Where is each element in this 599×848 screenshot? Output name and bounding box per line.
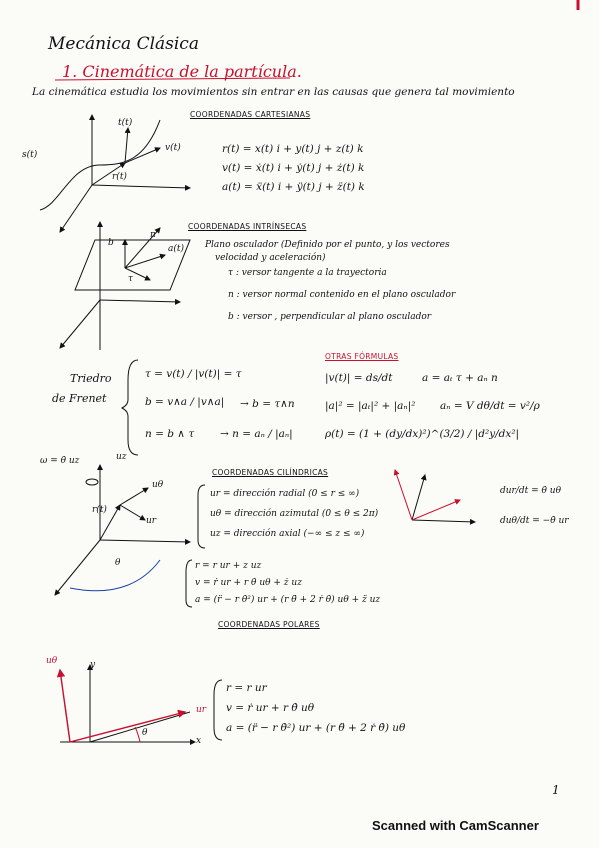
label-b: b xyxy=(108,238,114,248)
polar-a: a = (r̈ − r θ̇²) ur + (r θ̈ + 2 ṙ θ̇) uθ xyxy=(226,722,406,734)
frenet-title-1: Triedro xyxy=(70,372,112,385)
cyl-duth: duθ/dt = −θ̇ ur xyxy=(500,516,569,526)
cyl-d3: uz = dirección axial (−∞ ≤ z ≤ ∞) xyxy=(210,529,365,539)
cylindrical-figure xyxy=(55,465,190,595)
cyl-r: r = r ur + z uz xyxy=(195,561,262,571)
intrinsic-n: n : versor normal contenido en el plano osculador xyxy=(228,290,456,300)
label-t: t(t) xyxy=(118,118,133,128)
cartesian-eq-3: a(t) = ẍ(t) i + ÿ(t) j + z̈(t) k xyxy=(222,181,365,193)
cylindrical-polar-mini xyxy=(395,470,475,522)
label-s: s(t) xyxy=(22,150,38,160)
other-an: aₙ = V dθ/dt = v²/ρ xyxy=(440,400,540,412)
section-title: 1. Cinemática de la partícula. xyxy=(62,62,302,81)
polar-utheta: uθ xyxy=(46,656,58,666)
other-accel: a = aₜ τ + aₙ n xyxy=(422,372,498,384)
other-mod: |a|² = |aₜ|² + |aₙ|² xyxy=(325,400,416,412)
frenet-b: b = v∧a / |v∧a| xyxy=(145,396,225,408)
polar-x: x xyxy=(196,736,202,746)
cyl-theta: θ xyxy=(115,558,121,568)
frenet-n-2: → n = aₙ / |aₙ| xyxy=(220,428,293,440)
intrinsic-heading: COORDENADAS INTRÍNSECAS xyxy=(188,222,307,231)
cyl-v: v = ṙ ur + r θ̇ uθ + ż uz xyxy=(195,578,302,588)
polar-theta: θ xyxy=(142,728,148,738)
frenet-n: n = b ∧ τ xyxy=(145,428,195,440)
cyl-rvec: r(t) xyxy=(92,505,107,515)
cyl-ur: ur xyxy=(146,516,157,526)
page-title: Mecánica Clásica xyxy=(48,34,199,54)
label-n: n xyxy=(150,230,156,240)
frenet-title-2: de Frenet xyxy=(52,392,107,405)
polar-y: y xyxy=(90,660,96,670)
frenet-tau: τ = v(t) / |v(t)| = τ xyxy=(145,368,242,380)
polar-ur: ur xyxy=(196,705,207,715)
label-r: r(t) xyxy=(112,172,127,182)
label-tau: τ xyxy=(128,274,133,284)
polar-r: r = r ur xyxy=(226,682,267,694)
polar-heading: COORDENADAS POLARES xyxy=(218,620,320,629)
page-number: 1 xyxy=(552,783,560,797)
intrinsic-b: b : versor , perpendicular al plano osculador xyxy=(228,312,432,322)
intrinsic-plane: Plano osculador (Definido por el punto, y los vectores xyxy=(205,240,450,250)
cyl-a: a = (r̈ − r θ̇²) ur + (r θ̈ + 2 ṙ θ̇) uθ + z̈ uz xyxy=(195,595,381,605)
polar-figure xyxy=(60,665,195,742)
intro-text: La cinemática estudia los movimientos sin entrar en las causas que genera tal movimiento xyxy=(32,86,515,98)
intrinsic-figure xyxy=(60,222,190,350)
label-v: v(t) xyxy=(165,143,181,153)
cyl-d1: ur = dirección radial (0 ≤ r ≤ ∞) xyxy=(210,489,360,499)
frenet-b-2: → b = τ∧n xyxy=(240,398,295,410)
cylindrical-heading: COORDENADAS CILÍNDRICAS xyxy=(212,468,329,477)
omega-label: ω = θ̇ uz xyxy=(40,456,80,466)
label-a: a(t) xyxy=(168,244,185,254)
cartesian-eq-2: v(t) = ẋ(t) i + ẏ(t) j + ż(t) k xyxy=(222,162,365,174)
other-rho: ρ(t) = (1 + (dy/dx)²)^(3/2) / |d²y/dx²| xyxy=(325,428,520,440)
polar-v: v = ṙ ur + r θ̇ uθ xyxy=(226,702,315,714)
cyl-uz: uz xyxy=(116,452,127,462)
other-speed: |v(t)| = ds/dt xyxy=(325,372,393,384)
cyl-dur: dur/dt = θ̇ uθ xyxy=(500,486,562,496)
cyl-utheta: uθ xyxy=(152,480,164,490)
scanner-watermark: Scanned with CamScanner xyxy=(372,818,539,833)
other-heading: OTRAS FÓRMULAS xyxy=(325,352,399,361)
cartesian-eq-1: r(t) = x(t) i + y(t) j + z(t) k xyxy=(222,143,364,155)
cyl-d2: uθ = dirección azimutal (0 ≤ θ ≤ 2π) xyxy=(210,509,379,519)
intrinsic-tau: τ : versor tangente a la trayectoria xyxy=(228,268,387,278)
cartesian-heading: COORDENADAS CARTESIANAS xyxy=(190,110,311,119)
intrinsic-plane-2: velocidad y aceleración) xyxy=(215,253,326,263)
